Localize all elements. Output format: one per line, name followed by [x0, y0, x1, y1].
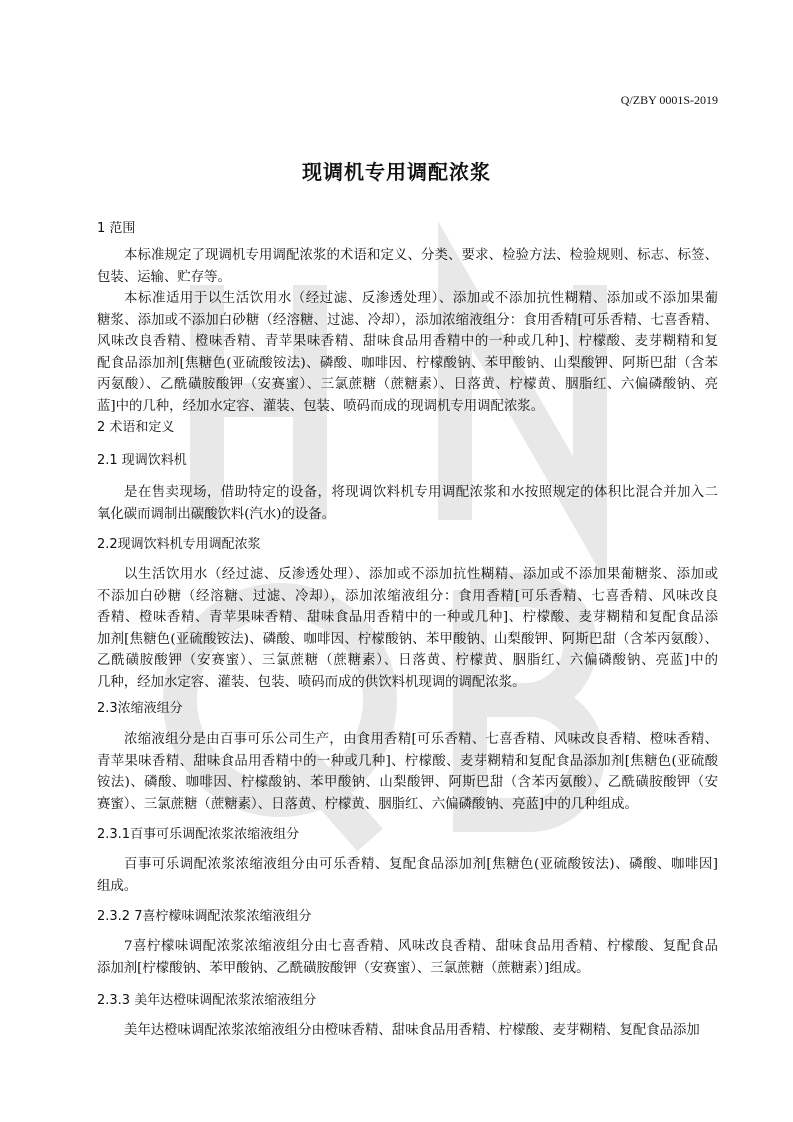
paragraph-line: 组成。 — [97, 878, 138, 894]
paragraph-line: 风味改良香精、橙味香精、青苹果味香精、甜味食品用香精中的一种或几种]、柠檬酸、麦芽糊精和复 — [97, 334, 718, 349]
paragraph-line: 赛蜜）、三氯蔗糖（蔗糖素）、日落黄、柠檬黄、胭脂红、六偏磷酸钠、亮蓝]中的几种组成。 — [97, 796, 638, 812]
paragraph-line: 本标准规定了现调机专用调配浓浆的术语和定义、分类、要求、检验方法、检验规则、标志、标签、 — [124, 248, 718, 263]
paragraph-line: 乙酰磺胺酸钾（安赛蜜）、三氯蔗糖（蔗糖素）、日落黄、柠檬黄、胭脂红、六偏磷酸钠、亮蓝]中的 — [97, 653, 718, 668]
paragraph-line: 本标准适用于以生活饮用水（经过滤、反渗透处理）、添加或不添加抗性糊精、添加或不添加果葡 — [124, 291, 718, 306]
section-heading: 2.3.1百事可乐调配浓浆浓缩液组分 — [97, 827, 300, 842]
section-heading: 2 术语和定义 — [97, 420, 175, 435]
section-heading: 1 范围 — [97, 221, 136, 236]
paragraph-line: 氧化碳而调制出碳酸饮料(汽水)的设备。 — [97, 506, 336, 522]
section-heading: 2.2现调饮料机专用调配浓浆 — [97, 537, 261, 552]
paragraph-line: 浓缩液组分是由百事可乐公司生产，由食用香精[可乐香精、七喜香精、风味改良香精、橙味香精、 — [124, 732, 718, 747]
paragraph-line: 以生活饮用水（经过滤、反渗透处理）、添加或不添加抗性糊精、添加或不添加果葡糖浆、添加或 — [124, 567, 718, 582]
paragraph — [97, 245, 718, 288]
paragraph — [97, 729, 718, 815]
section-heading: 2.3浓缩液组分 — [97, 701, 183, 716]
paragraph-line: 百事可乐调配浓浆浓缩液组分由可乐香精、复配食品添加剂[焦糖色(亚硫酸铵法)、磷酸、咖啡因] — [124, 857, 718, 872]
paragraph-line: 是在售卖现场，借助特定的设备，将现调饮料机专用调配浓浆和水按照规定的体积比混合并加入二 — [124, 485, 718, 500]
paragraph-line: 糖浆、添加或不添加白砂糖（经溶糖、过滤、冷却），添加浓缩液组分：食用香精[可乐香精、七喜香精、 — [97, 312, 718, 328]
paragraph-line: 丙氨酸）、乙酰磺胺酸钾（安赛蜜）、三氯蔗糖（蔗糖素）、日落黄、柠檬黄、胭脂红、六偏磷酸钠、亮 — [97, 377, 718, 392]
section-heading: 2.1 现调饮料机 — [97, 453, 187, 468]
paragraph — [97, 288, 718, 417]
paragraph — [97, 482, 718, 525]
paragraph-line: 7喜柠檬味调配浓浆浓缩液组分由七喜香精、风味改良香精、甜味食品用香精、柠檬酸、复配食品 — [124, 939, 718, 954]
paragraph-line: 配食品添加剂[焦糖色(亚硫酸铵法)、磷酸、咖啡因、柠檬酸钠、苯甲酸钠、山梨酸钾、阿斯巴甜（含苯 — [97, 355, 718, 371]
paragraph-line: 蓝]中的几种，经加水定容、灌装、包装、喷码而成的现调机专用调配浓浆。 — [97, 398, 545, 414]
paragraph — [97, 1020, 718, 1042]
document-title: 现调机专用调配浓浆 — [302, 160, 491, 184]
paragraph-line: 美年达橙味调配浓浆浓缩液组分由橙味香精、甜味食品用香精、柠檬酸、麦芽糊精、复配食品添加 — [124, 1023, 700, 1038]
paragraph-line: 青苹果味香精、甜味食品用香精中的一种或几种]、柠檬酸、麦芽糊精和复配食品添加剂[焦糖色(亚硫酸 — [97, 753, 718, 769]
paragraph — [97, 936, 718, 979]
section-heading: 2.3.3 美年达橙味调配浓浆浓缩液组分 — [97, 993, 317, 1008]
paragraph-line: 铵法)、磷酸、咖啡因、柠檬酸钠、苯甲酸钠、山梨酸钾、阿斯巴甜（含苯丙氨酸）、乙酰磺胺酸钾（安 — [97, 775, 718, 790]
paragraph — [97, 854, 718, 897]
paragraph — [97, 564, 718, 693]
document-code: Q/ZBY 0001S-2019 — [620, 93, 718, 107]
paragraph-line: 几种，经加水定容、灌装、包装、喷码而成的供饮料机现调的调配浓浆。 — [97, 674, 526, 690]
paragraph-line: 不添加白砂糖（经溶糖、过滤、冷却），添加浓缩液组分：食用香精[可乐香精、七喜香精、风味改良 — [97, 588, 718, 604]
paragraph-line: 包装、运输、贮存等。 — [97, 269, 231, 285]
section-heading: 2.3.2 7喜柠檬味调配浓浆浓缩液组分 — [97, 909, 312, 924]
paragraph-line: 香精、橙味香精、青苹果味香精、甜味食品用香精中的一种或几种]、柠檬酸、麦芽糊精和复配食品添 — [97, 610, 718, 625]
paragraph-line: 添加剂[柠檬酸钠、苯甲酸钠、乙酰磺胺酸钾（安赛蜜）、三氯蔗糖（蔗糖素）]组成。 — [97, 960, 590, 976]
paragraph-line: 加剂[焦糖色(亚硫酸铵法)、磷酸、咖啡因、柠檬酸钠、苯甲酸钠、山梨酸钾、阿斯巴甜（含苯丙氨酸）、 — [97, 631, 718, 647]
